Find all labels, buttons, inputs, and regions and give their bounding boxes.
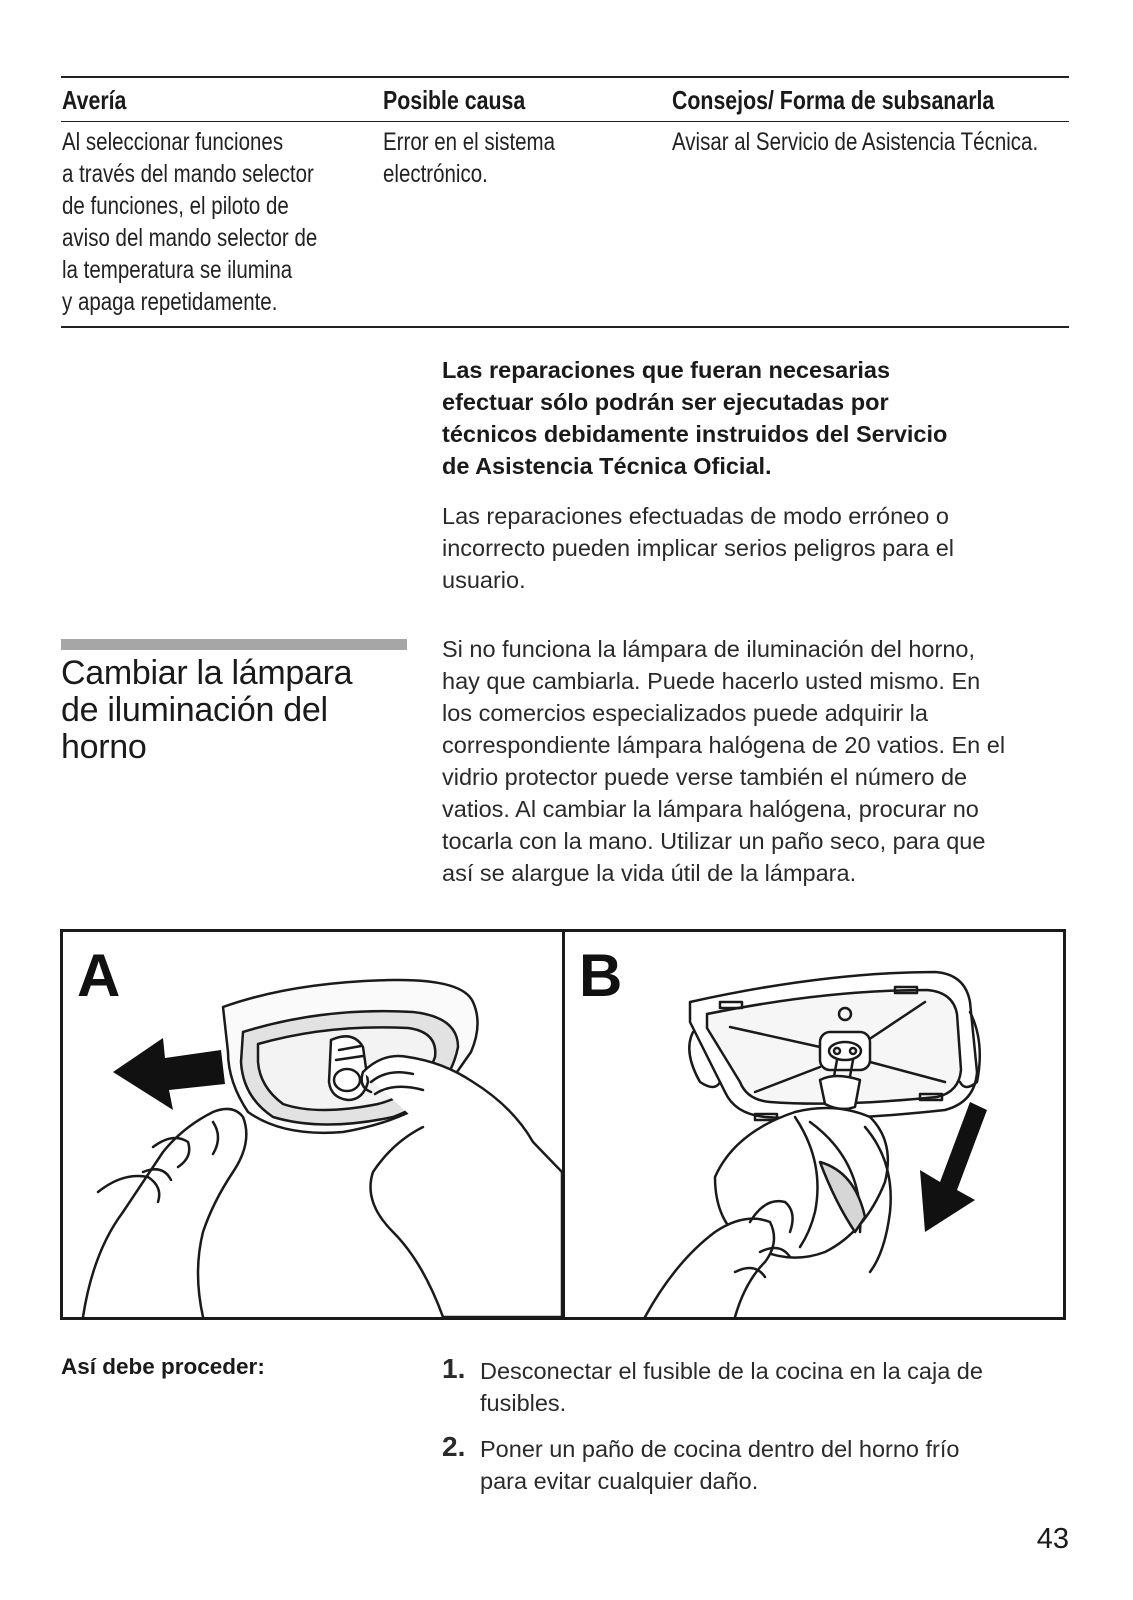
section-heading-bar xyxy=(61,639,407,650)
section-heading: Cambiar la lámpara de iluminación del horno xyxy=(61,654,353,766)
procedure-label: Así debe proceder: xyxy=(61,1354,265,1379)
table-cell-remedy: Avisar al Servicio de Asistencia Técnica. xyxy=(672,128,1039,156)
table-bottom-rule xyxy=(61,326,1069,328)
replace-halogen-bulb-illustration xyxy=(565,932,1063,1317)
lamp-replacement-figure xyxy=(60,929,1066,1320)
panel-b-label: B xyxy=(579,942,623,1009)
table-top-rule xyxy=(61,76,1069,78)
table-cell-fault: Al seleccionar funciones a través del mando selector de funciones, el piloto de aviso del mando selector de la temperatura se ilumina y apaga repetidamente. xyxy=(62,128,318,316)
column-header-remedy: Consejos/ Forma de subsanarla xyxy=(672,85,995,115)
column-header-fault: Avería xyxy=(62,85,127,115)
panel-a-label: A xyxy=(77,942,121,1009)
table-header-rule xyxy=(61,121,1069,122)
repair-caution-paragraph: Las reparaciones efectuadas de modo erróneo o incorrecto pueden implicar serios peligros para el usuario. xyxy=(442,503,955,593)
step-text: Poner un paño de cocina dentro del horno frío para evitar cualquier daño. xyxy=(480,1436,960,1494)
remove-lamp-cover-illustration xyxy=(63,932,562,1317)
lamp-intro-paragraph: Si no funciona la lámpara de iluminación del horno, hay que cambiarla. Puede hacerlo usted mismo. En los comercios especializados puede adquirir la correspondiente lámpara halógena de 20 vatios. En el vidrio protector puede verse también el número de vatios. Al cambiar la lámpara halógena, procurar no tocarla con la mano. Utilizar un paño seco, para que así se alargue la vida útil de la lámpara. xyxy=(442,636,1006,886)
page-number: 43 xyxy=(1036,1523,1069,1555)
step-number: 1. xyxy=(442,1353,466,1384)
figure-panel-b xyxy=(565,932,1063,1317)
step-text: Desconectar el fusible de la cocina en la caja de fusibles. xyxy=(480,1358,983,1416)
column-header-cause: Posible causa xyxy=(383,85,526,115)
table-cell-cause: Error en el sistema electrónico. xyxy=(383,128,556,188)
repair-warning: Las reparaciones que fueran necesarias efectuar sólo podrán ser ejecutadas por técnicos debidamente instruidos del Servicio de Asistencia Técnica Oficial. xyxy=(442,357,948,479)
figure-panel-a xyxy=(63,932,565,1317)
step-number: 2. xyxy=(442,1431,466,1462)
